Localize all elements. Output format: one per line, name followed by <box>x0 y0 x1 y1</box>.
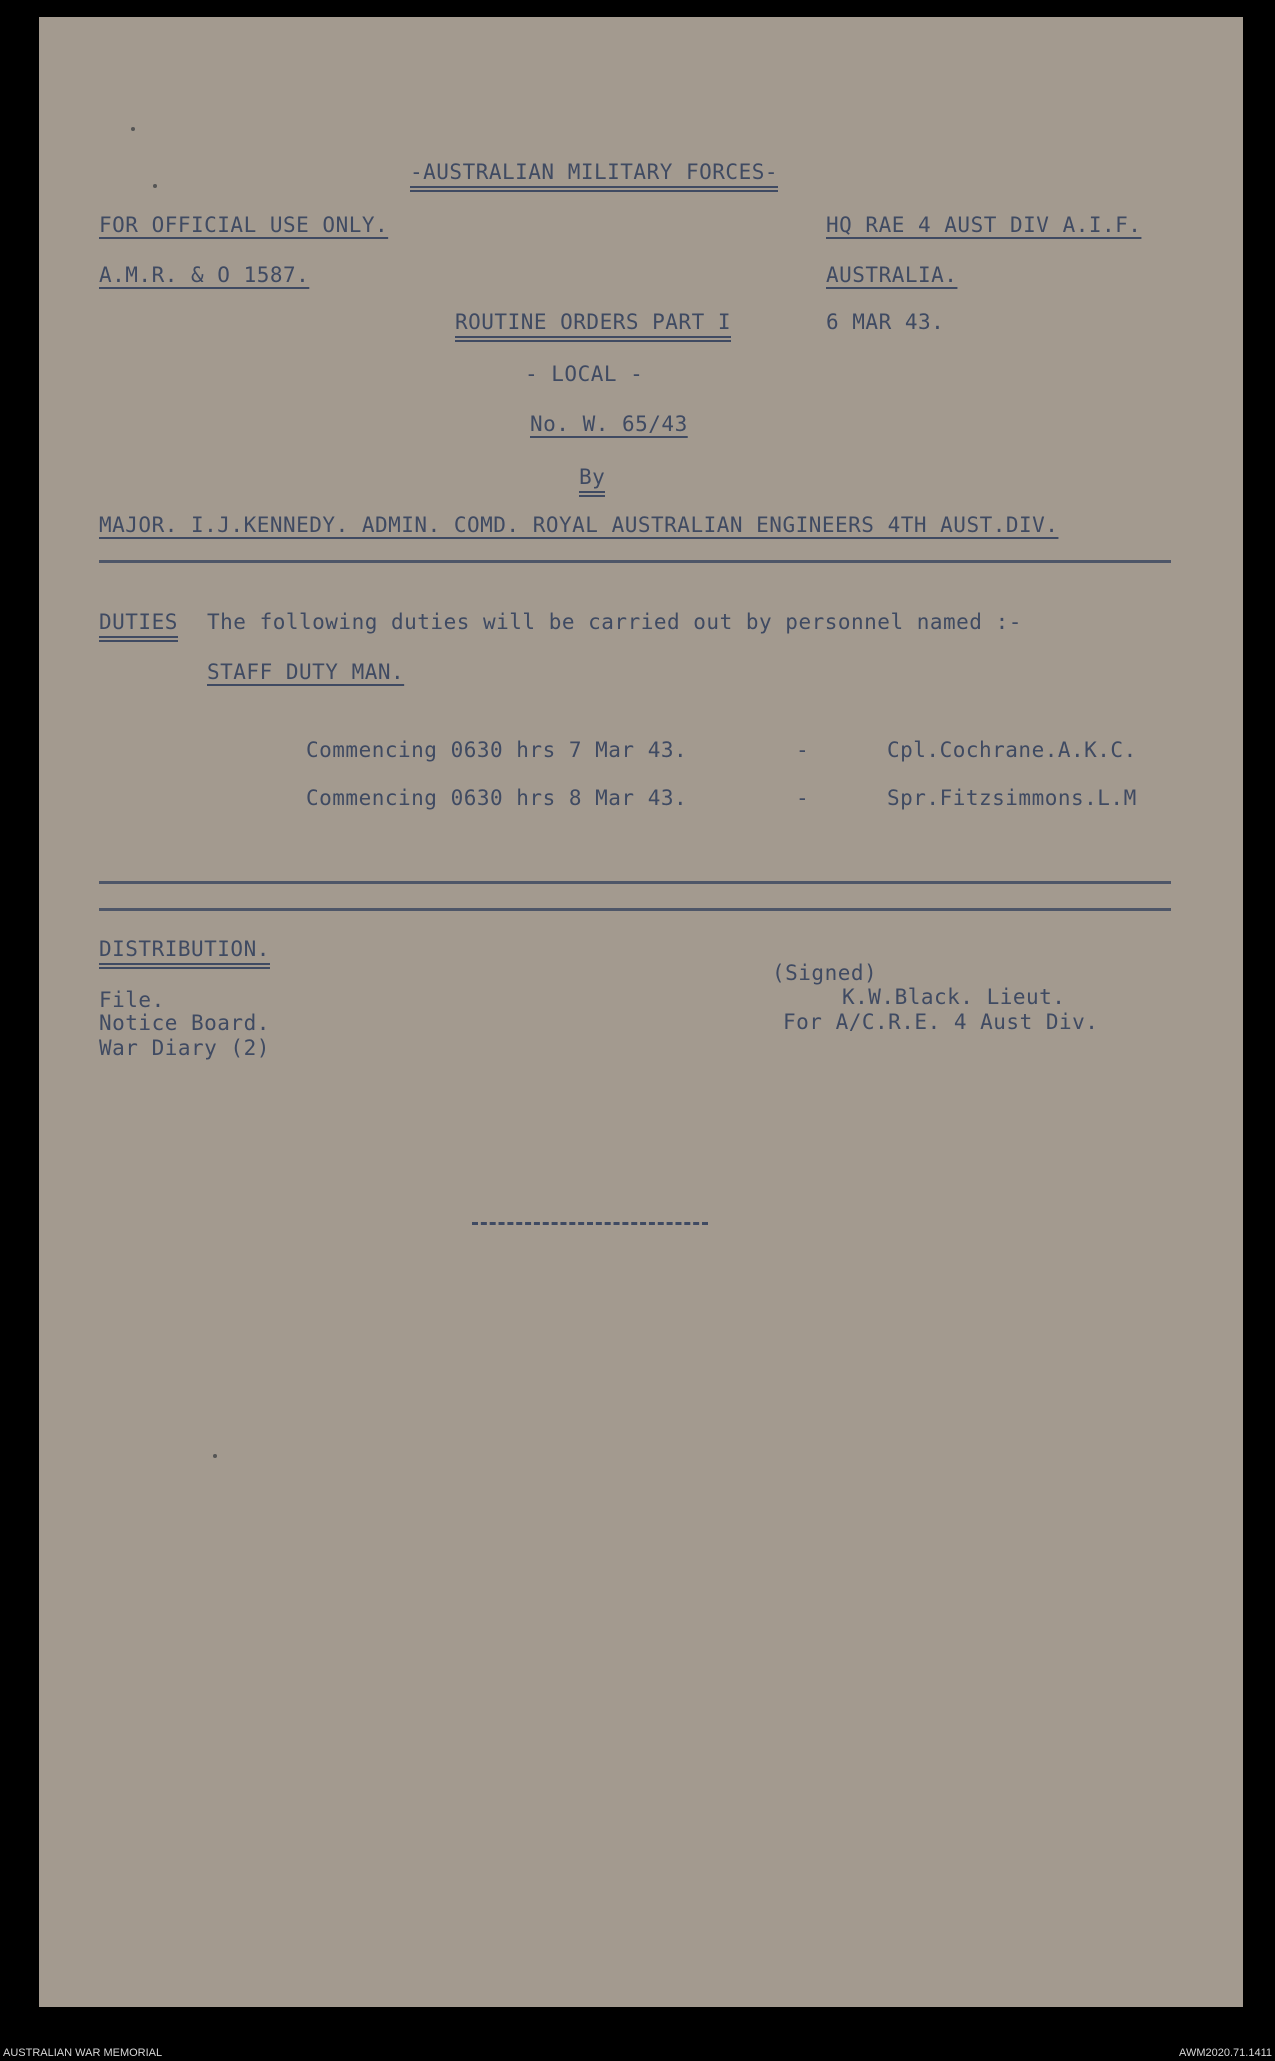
duties-heading: DUTIES <box>99 612 178 642</box>
document-title: -AUSTRALIAN MILITARY FORCES- <box>410 162 778 192</box>
orders-title: ROUTINE ORDERS PART I <box>455 312 731 342</box>
by-label: By <box>579 467 605 497</box>
distribution-item: File. <box>99 988 165 1012</box>
paper-mark <box>153 184 157 188</box>
closing-line <box>472 1222 708 1225</box>
footer-institution: AUSTRALIAN WAR MEMORIAL <box>3 2047 163 2059</box>
distribution-item: War Diary (2) <box>99 1036 270 1060</box>
order-date: 6 MAR 43. <box>826 310 945 334</box>
distribution-item: Notice Board. <box>99 1011 270 1035</box>
unit-name: HQ RAE 4 AUST DIV A.I.F. <box>826 213 1142 237</box>
signatory-role: For A/C.R.E. 4 Aust Div. <box>783 1010 1099 1034</box>
divider <box>99 908 1171 911</box>
divider <box>99 560 1171 563</box>
duty-commencing: Commencing 0630 hrs 7 Mar 43. <box>306 738 688 762</box>
paper-mark <box>213 1454 217 1458</box>
duty-dash: - <box>796 786 810 810</box>
duties-subheading: STAFF DUTY MAN. <box>207 660 405 684</box>
classification: FOR OFFICIAL USE ONLY. <box>99 213 389 237</box>
signatory-name: K.W.Black. Lieut. <box>842 985 1066 1009</box>
location: AUSTRALIA. <box>826 263 958 287</box>
duty-person: Spr.Fitzsimmons.L.M <box>887 786 1137 810</box>
divider <box>99 881 1171 884</box>
duty-person: Cpl.Cochrane.A.K.C. <box>887 738 1137 762</box>
local-label: - LOCAL - <box>525 362 644 386</box>
duty-commencing: Commencing 0630 hrs 8 Mar 43. <box>306 786 688 810</box>
distribution-heading: DISTRIBUTION. <box>99 939 270 969</box>
duties-intro: The following duties will be carried out by personnel named :- <box>207 610 1022 634</box>
order-number: No. W. 65/43 <box>530 412 688 436</box>
duty-dash: - <box>796 738 810 762</box>
reference: A.M.R. & O 1587. <box>99 263 310 287</box>
authority-line: MAJOR. I.J.KENNEDY. ADMIN. COMD. ROYAL AUSTRALIAN ENGINEERS 4TH AUST.DIV. <box>99 513 1059 537</box>
footer-reference: AWM2020.71.1411 <box>1179 2047 1272 2059</box>
paper-mark <box>131 127 135 131</box>
signed-label: (Signed) <box>772 961 878 985</box>
